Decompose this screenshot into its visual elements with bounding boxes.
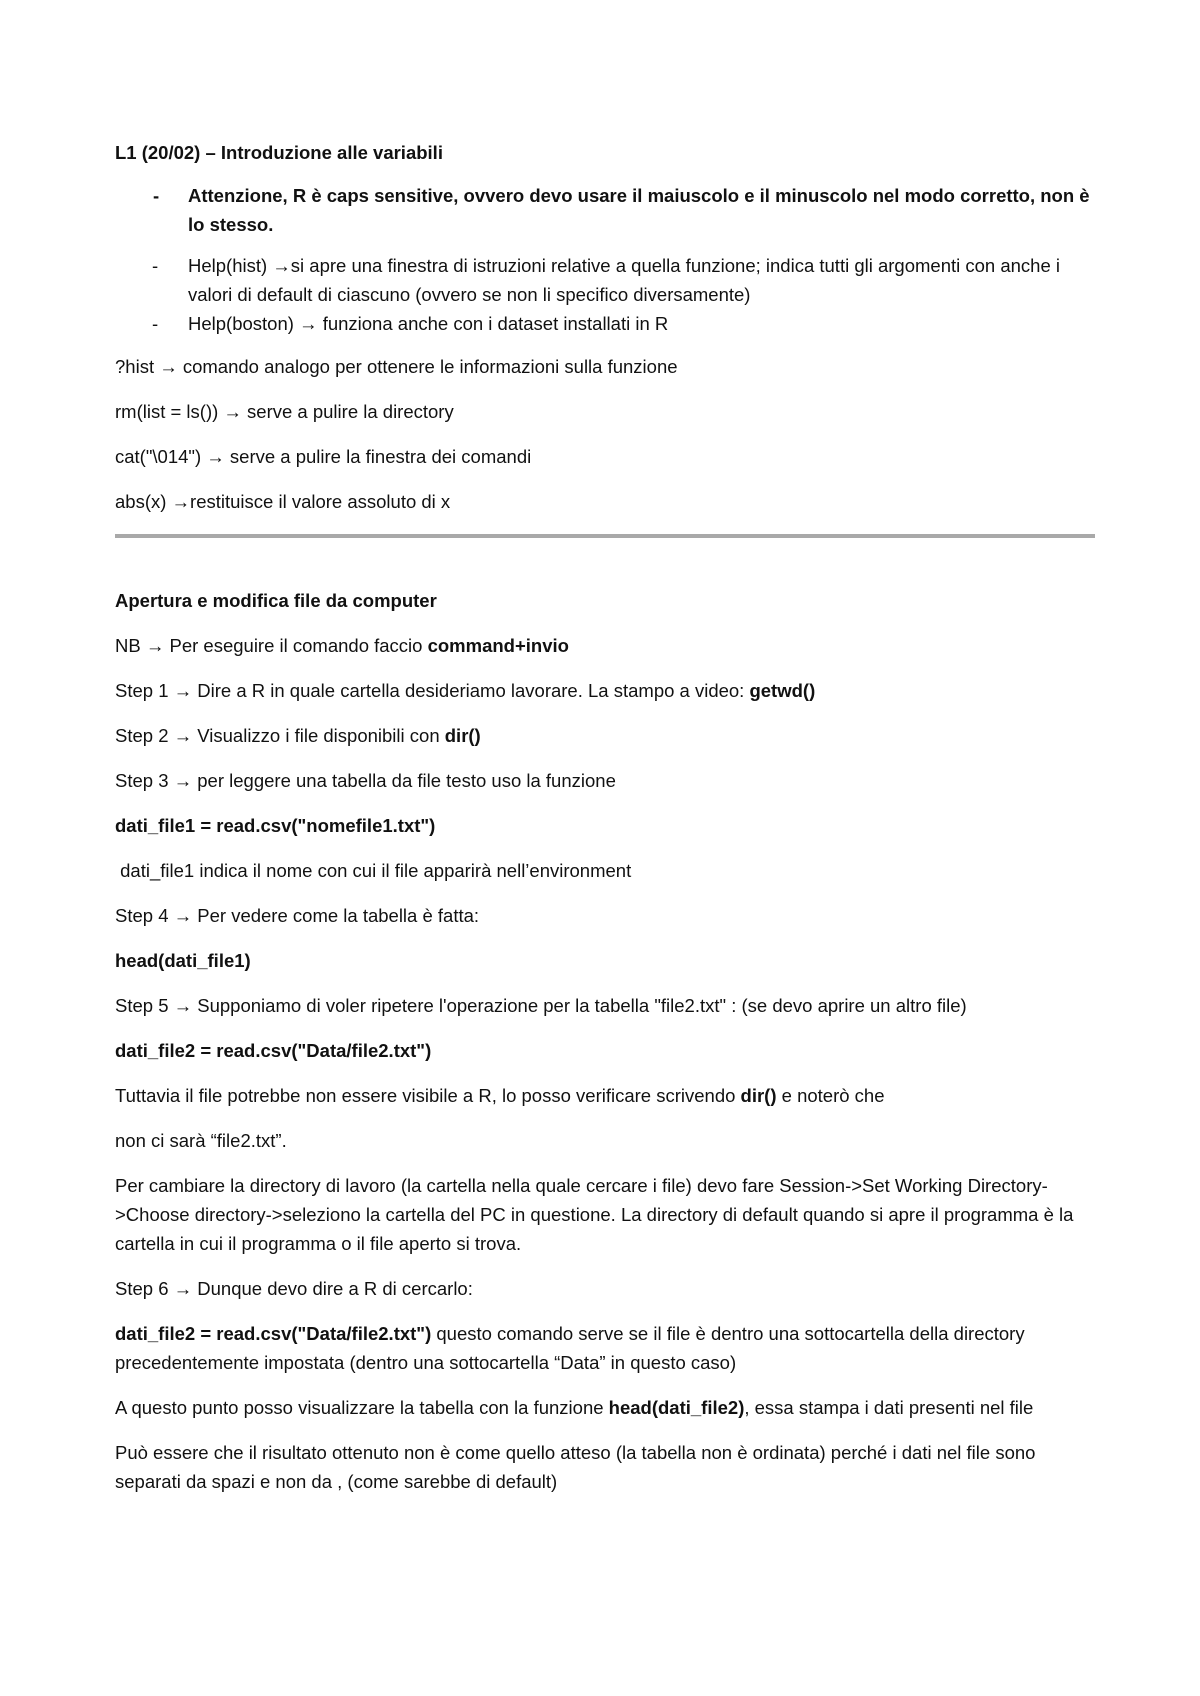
line-rm: rm(list = ls()) → serve a pulire la directory: [115, 401, 454, 422]
para-text: Tuttavia il file potrebbe non essere visibile a R, lo posso verificare scrivendo: [115, 1085, 741, 1106]
nb-line: [115, 631, 1095, 660]
step-3: Step 3 → per leggere una tabella da file testo uso la funzione: [115, 770, 616, 791]
bullet-help-boston: [115, 309, 1095, 338]
paragraph-no-file2: non ci sarà “file2.txt”.: [115, 1130, 287, 1151]
para-text: questo comando serve se il file è dentro una sottocartella della directory precedentemente impostata (dentro una sottocartella “Data” in questo caso): [115, 1323, 1025, 1373]
step-1: [115, 676, 1095, 705]
line-cat: cat("\014") → serve a pulire la finestra dei comandi: [115, 446, 532, 467]
code-head-file1-text: head(dati_file1): [115, 950, 251, 971]
code-head-file1: [115, 946, 1095, 975]
code-read-file1-text: dati_file1 = read.csv("nomefile1.txt"): [115, 815, 436, 836]
step-2-code: dir(): [444, 725, 481, 746]
para-end: e noterò che: [776, 1085, 885, 1106]
bullet-dash: -: [152, 255, 159, 276]
step-2-text: Step 2 → Visualizzo i file disponibili con: [115, 725, 445, 746]
line-abs: abs(x) →restituisce il valore assoluto di x: [115, 491, 451, 512]
nb-shortcut: command+invio: [427, 635, 569, 656]
para-code: dati_file2 = read.csv("Data/file2.txt"): [115, 1323, 432, 1344]
step-5: Step 5 → Supponiamo di voler ripetere l'operazione per la tabella "file2.txt" : (se devo aprire un altro file): [115, 995, 967, 1016]
code-read-file2: [115, 1036, 1095, 1065]
paragraph-separator-issue: Può essere che il risultato ottenuto non è come quello atteso (la tabella non è ordinata) perché i dati nel file sono separati da spazi e non da , (come sarebbe di default): [115, 1442, 1036, 1492]
bullet-text: Attenzione, R è caps sensitive, ovvero devo usare il maiuscolo e il minuscolo nel modo corretto, non è lo stesso.: [188, 185, 1090, 235]
section-title-files: Apertura e modifica file da computer: [115, 590, 437, 611]
para-text: A questo punto posso visualizzare la tabella con la funzione: [115, 1397, 609, 1418]
note-file1: dati_file1 indica il nome con cui il file apparirà nell’environment: [115, 860, 632, 881]
step-1-code: getwd(): [749, 680, 816, 701]
bullet-dash: -: [153, 185, 160, 206]
step-1-text: Step 1 → Dire a R in quale cartella desideriamo lavorare. La stampo a video:: [115, 680, 750, 701]
line-hist: ?hist → comando analogo per ottenere le informazioni sulla funzione: [115, 356, 678, 377]
code-read-file2-text: dati_file2 = read.csv("Data/file2.txt"): [115, 1040, 432, 1061]
bullet-dash: -: [152, 313, 159, 334]
para-code: dir(): [740, 1085, 777, 1106]
horizontal-divider: [115, 534, 1095, 538]
section-title-lesson1: L1 (20/02) – Introduzione alle variabili: [115, 142, 443, 163]
paragraph-change-directory: Per cambiare la directory di lavoro (la cartella nella quale cercare i file) devo fare Session->Set Working Directory->Choose directory->seleziono la cartella del PC in questione. La directory di default quando si apre il programma è la cartella in cui il programma o il file aperto si trova.: [115, 1175, 1074, 1254]
bullet-text: Help(boston) → funziona anche con i dataset installati in R: [188, 313, 669, 334]
step-4: Step 4 → Per vedere come la tabella è fatta:: [115, 905, 480, 926]
step-2: [115, 721, 1095, 750]
para-code: head(dati_file2): [608, 1397, 745, 1418]
para-end: , essa stampa i dati presenti nel file: [744, 1397, 1034, 1418]
document-page: [115, 138, 1095, 1512]
bullet-list: [115, 181, 1095, 338]
code-read-file1: [115, 811, 1095, 840]
paragraph-head-file2: [115, 1393, 1095, 1422]
nb-text: NB → Per eseguire il comando faccio: [115, 635, 428, 656]
bullet-help-hist: [115, 251, 1095, 309]
step-6: Step 6 → Dunque devo dire a R di cercarlo:: [115, 1278, 473, 1299]
bullet-text: Help(hist) →si apre una finestra di istruzioni relative a quella funzione; indica tutti gli argomenti con anche i valori di default di ciascuno (ovvero se non li specifico diversamente): [188, 255, 1061, 305]
paragraph-subfolder: [115, 1319, 1095, 1377]
bullet-caps-sensitive: [115, 181, 1095, 239]
paragraph-dir-check: [115, 1081, 1095, 1110]
